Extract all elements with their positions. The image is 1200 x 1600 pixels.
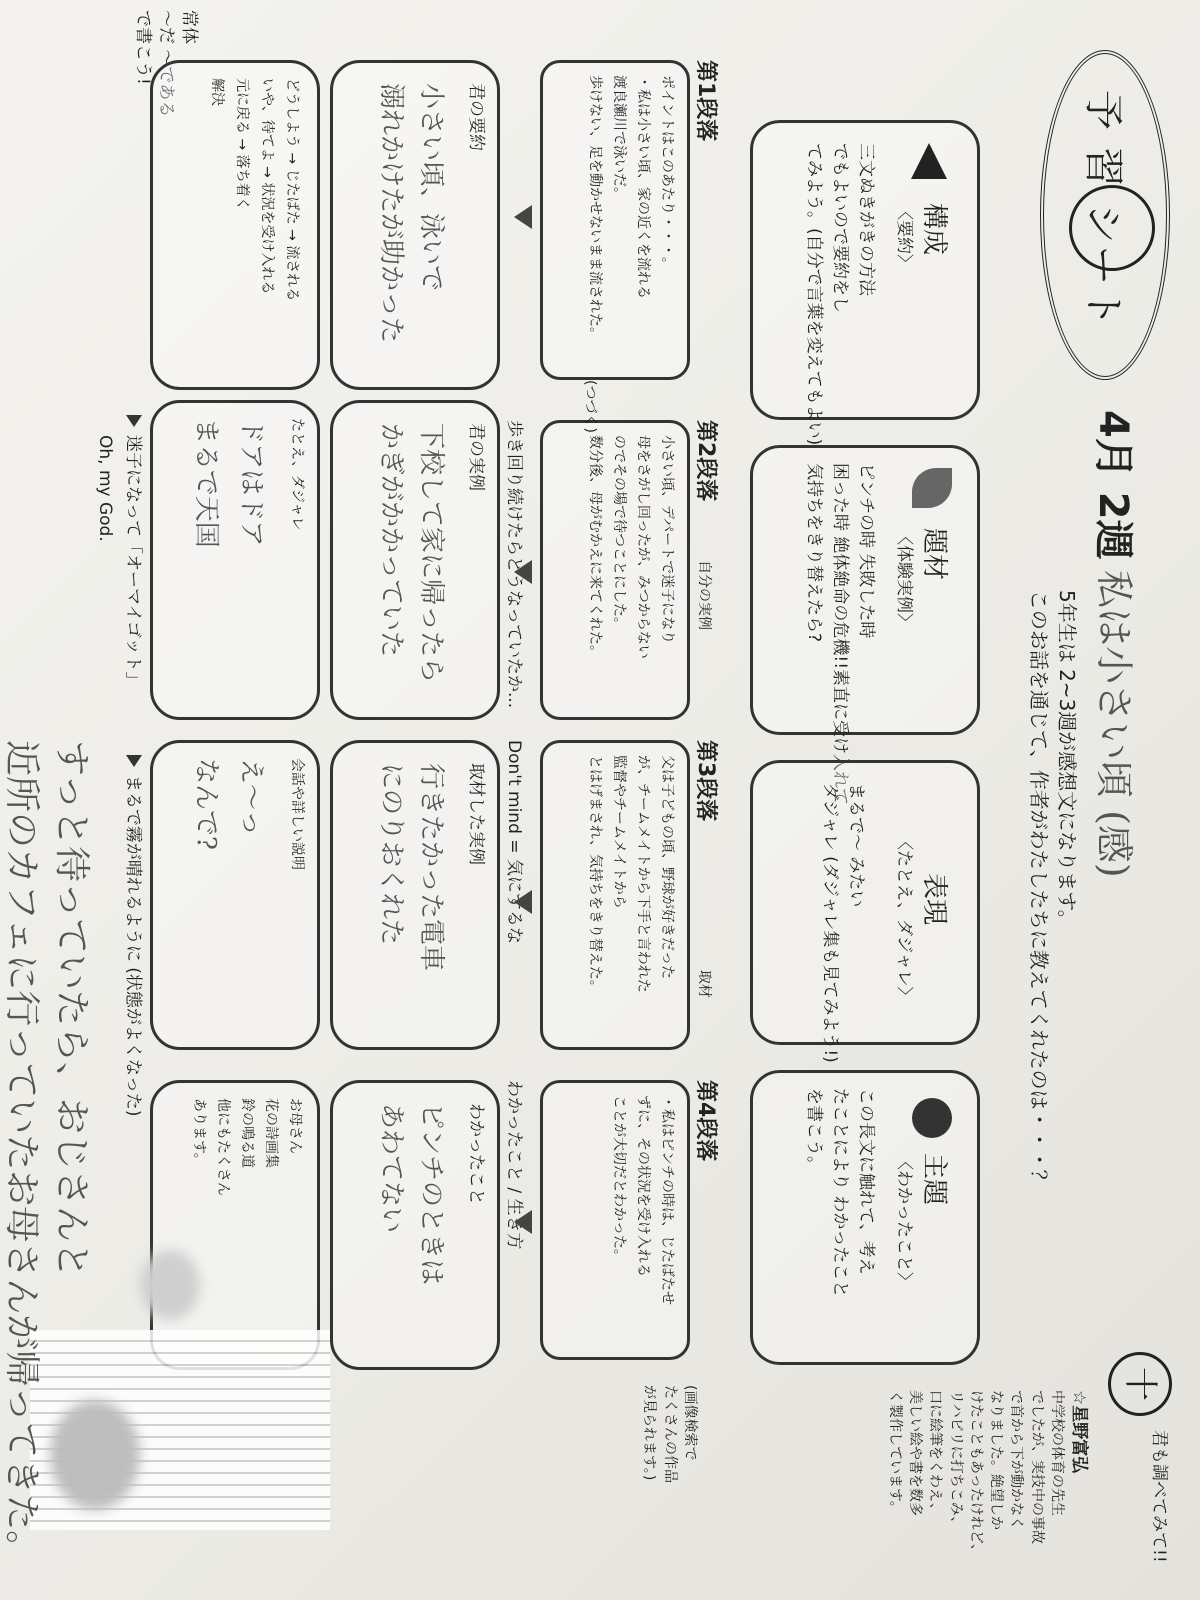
bubble-expression-sub: 〈たとえ、ダジャレ〉: [894, 833, 914, 1004]
paragraph-1-line-4: 歩けない、足を動かせないまま流された。: [587, 75, 603, 341]
paragraph-1-line-2: ・私は小さい頃、家の近くを流れる: [635, 75, 651, 299]
paragraph-3-line-3: 監督やチームメイトから: [611, 755, 627, 909]
example-box-2: [150, 400, 320, 720]
paragraph-3-line-2: が、チームメイトから下手と言われた: [635, 755, 651, 993]
summary-box-4-hand-2: あわてない: [376, 1103, 406, 1234]
example-box-4-line-2: 花の詩画集: [263, 1098, 279, 1168]
week-label: 4月 2週: [1090, 410, 1136, 560]
paragraph-2-line-4: 数分後、母がむかえに来てくれた。: [587, 435, 603, 659]
summary-box-4-hand-1: ピンチのときは: [416, 1103, 446, 1286]
theme-handwritten: 私は小さい頃 (感): [1092, 570, 1136, 878]
summary-box-1-hand-1: 小さい頃、泳いで: [416, 83, 446, 292]
author-note-line-7: 口に絵筆をくわえ、: [927, 1390, 944, 1517]
intro-line-1: 5年生は 2~3週が感想文になります。: [1055, 590, 1079, 930]
summary-box-2-label: 君の実例: [466, 423, 486, 491]
bubble-main-idea-body-3: を書こう。: [804, 1088, 824, 1173]
bubble-topic-body-1: ピンチの時 失敗した時: [856, 463, 876, 639]
arrow-down-4: [514, 1210, 532, 1234]
example-box-1-line-1: どうしよう → じたばた → 流される: [284, 78, 300, 302]
bubble-topic-body-3: 気持ちをきり替えたら?: [804, 463, 824, 643]
paragraph-3-line-1: 父は子どもの頃、野球が好きだった: [659, 755, 675, 979]
arrow-down-2: [514, 560, 532, 584]
author-note-line-6: リハビリに打ちこみ、: [947, 1390, 964, 1531]
bubble-structure-title: 構成: [919, 203, 949, 256]
bubble-main-idea-title: 主題: [919, 1153, 949, 1206]
painting-note-line-1: (画像検索で: [682, 1385, 698, 1461]
bubble-structure-body-2: でもよいので要約をし: [830, 143, 850, 313]
author-note-line-8: 美しい絵や書を数多: [906, 1390, 923, 1516]
connector-4: わかったこと / 生き方: [504, 1080, 524, 1250]
example-box-2-hand-1: ドアはドア: [236, 418, 266, 547]
bubble-structure-sub: 〈要約〉: [894, 203, 914, 271]
bubble-expression-title: 表現: [919, 873, 949, 926]
connector-1: (つづく): [582, 380, 598, 433]
bubble-topic-title: 題材: [919, 528, 949, 581]
bottom-handwriting-1: すっと待っていたら、おじさんと: [51, 740, 92, 1278]
paragraph-1-label: 第1段落: [693, 60, 718, 142]
paragraph-1-line-1: ポイントはこのあたり・・・。: [659, 75, 675, 271]
title-text: 予 習 シート: [1080, 90, 1126, 330]
paragraph-4-line-3: ことが大切だとわかった。: [611, 1095, 627, 1263]
paragraph-2-line-2: 母をさがし回ったが、みつからない: [635, 435, 651, 659]
author-note-line-9: く製作しています。: [886, 1390, 903, 1515]
bubble-structure-body-3: てみよう。(自分で言葉を変えてもよい): [804, 143, 824, 446]
summary-box-3: [330, 740, 500, 1050]
bubble-main-idea: [750, 1070, 980, 1365]
bubble-topic-body-2: 困った時 絶体絶命の危機!!素直に受け入れて: [830, 463, 850, 806]
example-box-1-line-2: いや、待てよ → 状況を受け入れる: [259, 78, 275, 295]
connector-2: 歩き回り続けたらどうなっていたか...: [504, 420, 524, 709]
summary-box-2-hand-2: かぎがかかっていた: [376, 423, 406, 658]
summary-box-3-hand-2: にのりおくれた: [376, 763, 406, 946]
connector-3: Don't mind = 気にするな: [504, 740, 524, 944]
bottom-handwriting-2: 近所のカフェに行っていたお母さんが帰ってきた。: [1, 740, 42, 1567]
paragraph-2-label: 第2段落: [693, 420, 718, 502]
example-box-4-line-1: お母さん: [287, 1098, 303, 1154]
author-note-line-1: 中学校の体育の先生: [1049, 1390, 1066, 1516]
example-box-1: [150, 60, 320, 390]
paragraph-4-label: 第4段落: [693, 1080, 718, 1162]
painting-note-line-3: が見られます。): [641, 1385, 658, 1481]
bullet-1: [126, 415, 142, 427]
bubble-main-idea-body-2: たことにより わかったこと: [830, 1088, 850, 1298]
paragraph-2-note: 自分の実例: [696, 560, 712, 630]
style-note-line-1: 常体: [179, 10, 199, 44]
bottom-note-3: まるで霧が晴れるように (状態がよくなった): [123, 775, 143, 1117]
example-box-1-line-3: 元に戻る → 落ち着く: [234, 78, 250, 211]
summary-box-2: [330, 400, 500, 720]
example-box-4: [150, 1080, 320, 1370]
smudge-2: [140, 1250, 200, 1320]
painting-note: [639, 1385, 700, 1483]
author-note-line-5: けたこともあったけれど、: [967, 1390, 984, 1558]
bubble-topic-sub: 〈体験実例〉: [894, 528, 914, 630]
bubble-expression-body-2: ダジャレ (ダジャレ集も見てみよう!): [820, 783, 840, 1063]
bubble-main-idea-sub: 〈わかったこと〉: [894, 1153, 914, 1289]
painting-note-line-2: たくさんの作品: [661, 1385, 678, 1483]
summary-box-1-hand-2: 溺れかけたが助かった: [376, 83, 406, 344]
example-box-2-label: たとえ、ダジャレ: [289, 418, 305, 531]
author-note-line-2: でしたが、実技中の事故: [1028, 1390, 1045, 1544]
paragraph-3-box: [540, 740, 690, 1050]
example-box-3-hand-2: なんで?: [191, 758, 221, 850]
bubble-structure-body-1: 三文ぬきがきの方法: [856, 143, 876, 296]
paragraph-3-label: 第3段落: [693, 740, 718, 822]
lookup-note: 君も調べてみて!!: [1149, 1430, 1169, 1563]
author-note: [884, 1390, 1090, 1558]
example-box-3: [150, 740, 320, 1050]
paragraph-1-box: [540, 60, 690, 380]
intro-line-2: このお話を通じて、作者がわたしたちに教えてくれたのは・・・？: [1027, 590, 1051, 1190]
pencil-icon: [911, 143, 947, 179]
bottom-note-1: 迷子になって「オーマイゴット」: [123, 435, 143, 689]
paragraph-3-note: 取材: [696, 970, 712, 998]
example-box-2-hand-2: まるで天国: [191, 418, 221, 548]
paragraph-4-line-2: ずに、その状況を受け入れる: [635, 1095, 651, 1277]
style-note-line-3: で書こう!: [133, 10, 154, 85]
bubble-expression: [750, 760, 980, 1063]
summary-box-1-label: 君の要約: [466, 83, 486, 151]
arrow-down-3: [514, 890, 532, 914]
example-box-4-line-5: あります。: [191, 1098, 207, 1167]
example-box-3-label: 会話や詳しい説明: [289, 758, 305, 870]
leaf-icon: [912, 468, 952, 508]
smudge-1: [50, 1400, 140, 1510]
paragraph-1-line-3: 渡良瀬川で泳いだ。: [611, 75, 627, 201]
circled-number: 十: [1108, 1352, 1172, 1416]
summary-box-3-hand-1: 行きたかった電車: [416, 763, 446, 972]
bullet-2: [126, 755, 142, 767]
paragraph-4-box: [540, 1080, 690, 1360]
summary-box-2-hand-1: 下校して家に帰ったら: [416, 423, 446, 684]
style-note-line-2: ～だ ～である: [156, 10, 177, 118]
bubble-topic: [750, 445, 980, 806]
bubble-structure: [750, 120, 980, 446]
summary-box-3-label: 取材した実例: [466, 763, 486, 865]
example-box-4-line-3: 鈴の鳴る道: [239, 1098, 255, 1168]
author-note-name: ☆星野富弘: [1069, 1390, 1089, 1474]
author-note-line-3: で首から下が動かなく: [1008, 1390, 1025, 1530]
author-note-line-4: なりました。絶望しか: [988, 1390, 1005, 1530]
paragraph-2-line-3: のでその場で待つことにした。: [611, 435, 627, 631]
bubble-expression-body-1: まるで〜 みたい: [846, 783, 866, 908]
paragraph-2-line-1: 小さい頃、デパートで迷子になり: [659, 435, 675, 645]
summary-box-4: [330, 1080, 500, 1370]
paragraph-2-box: [540, 420, 690, 720]
paragraph-3-line-4: とはげまされ、気持ちをきり替えた。: [587, 755, 603, 994]
apple-icon: [912, 1098, 952, 1138]
example-box-3-hand-1: え〜っ: [236, 758, 266, 837]
summary-box-1: [330, 60, 500, 390]
summary-box-4-label: わかったこと: [466, 1103, 486, 1205]
example-box-4-line-4: 他にもたくさん: [215, 1098, 231, 1196]
bubble-main-idea-body-1: この長文に触れて、考え: [856, 1088, 876, 1275]
example-box-1-line-4: 解決: [209, 78, 225, 106]
bottom-note-2: Oh, my God.: [95, 435, 115, 542]
paragraph-4-line-1: ・私はピンチの時は、じたばたせ: [659, 1095, 675, 1305]
arrow-down-1: [514, 205, 532, 229]
